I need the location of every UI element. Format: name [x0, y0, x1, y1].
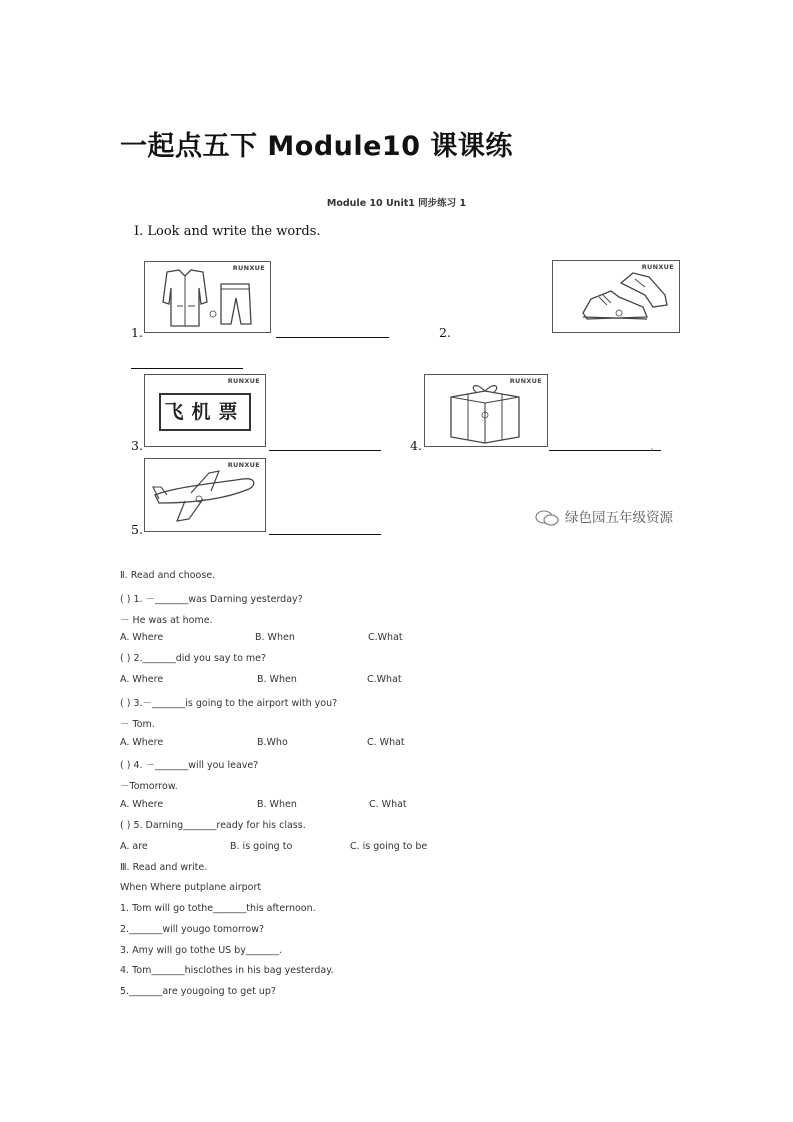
airplane-icon — [145, 459, 264, 531]
fill-in-line: 5._______are yougoing to get up? — [120, 986, 276, 997]
question-line: ( ) 5. Darning_______ready for his class. — [120, 820, 306, 831]
option-a[interactable]: A. are — [120, 841, 148, 852]
option-c[interactable]: C. is going to be — [350, 841, 428, 852]
item-2-number: 2. — [439, 325, 451, 340]
fill-in-line: 3. Amy will go tothe US by_______. — [120, 945, 283, 956]
fill-in-line: 1. Tom will go tothe_______this afternoon. — [120, 903, 316, 914]
page-title: 一起点五下 Module10 课课练 — [120, 131, 513, 162]
item-3-number: 3. — [131, 438, 143, 453]
option-c[interactable]: C. What — [369, 799, 407, 810]
question-line: ( ) 2._______did you say to me? — [120, 653, 267, 664]
fill-in-line: 2._______will yougo tomorrow? — [120, 924, 265, 935]
fill-in-line: 4. Tom_______hisclothes in his bag yesterday. — [120, 965, 334, 976]
coat-and-trousers-icon — [145, 262, 269, 332]
wechat-icon — [535, 510, 559, 526]
answer-line: －Tomorrow. — [120, 781, 178, 792]
option-c[interactable]: C.What — [367, 674, 402, 685]
sneakers-picture — [552, 260, 680, 333]
answer-line-3[interactable] — [269, 450, 381, 451]
option-a[interactable]: A. Where — [120, 632, 164, 643]
option-c[interactable]: C. What — [367, 737, 405, 748]
ticket-text: 飞机票 — [159, 393, 251, 431]
question-line: ( ) 3.－_______is going to the airport with you? — [120, 698, 338, 709]
brand-label: RUNXUE — [509, 377, 542, 385]
option-a[interactable]: A. Where — [120, 799, 164, 810]
page-subtitle: Module 10 Unit1 同步练习 1 — [326, 198, 467, 209]
option-c[interactable]: C.What — [368, 632, 403, 643]
option-b[interactable]: B. When — [257, 799, 297, 810]
option-b[interactable]: B.Who — [257, 737, 288, 748]
brand-label: RUNXUE — [641, 263, 674, 271]
brand-label: RUNXUE — [227, 377, 260, 385]
brand-label: RUNXUE — [232, 264, 265, 272]
section-3-heading: Ⅲ. Read and write. — [120, 862, 208, 873]
airplane-picture — [144, 458, 266, 532]
option-b[interactable]: B. When — [257, 674, 297, 685]
gift-box-icon — [425, 375, 546, 446]
item-5-number: 5. — [131, 522, 143, 537]
answer-line: － He was at home. — [120, 615, 213, 626]
coat-and-trousers-picture — [144, 261, 271, 333]
option-b[interactable]: B. When — [255, 632, 295, 643]
gift-box-picture — [424, 374, 548, 447]
item-4-number: 4. — [410, 438, 422, 453]
answer-line-5[interactable] — [269, 534, 381, 535]
option-b[interactable]: B. is going to — [230, 841, 293, 852]
item-1-number: 1. — [131, 325, 143, 340]
watermark — [535, 506, 673, 526]
section-2-heading: Ⅱ. Read and choose. — [120, 570, 216, 581]
question-line: ( ) 4. －_______will you leave? — [120, 760, 259, 771]
answer-line-2[interactable] — [131, 368, 243, 369]
answer-line-1[interactable] — [276, 337, 389, 338]
brand-label: RUNXUE — [227, 461, 260, 469]
option-a[interactable]: A. Where — [120, 674, 164, 685]
plane-ticket-picture — [144, 374, 266, 447]
answer-line-4[interactable] — [549, 450, 661, 451]
word-bank: When Where putplane airport — [120, 882, 262, 893]
section-1-heading: Ⅰ. Look and write the words. — [134, 224, 321, 239]
answer-line: － Tom. — [120, 719, 155, 730]
option-a[interactable]: A. Where — [120, 737, 164, 748]
watermark-text: 绿色园五年级资源 — [565, 510, 673, 526]
trailing-comma: , — [650, 440, 654, 453]
question-line: ( ) 1. －_______was Darning yesterday? — [120, 594, 303, 605]
sneakers-icon — [553, 261, 678, 332]
